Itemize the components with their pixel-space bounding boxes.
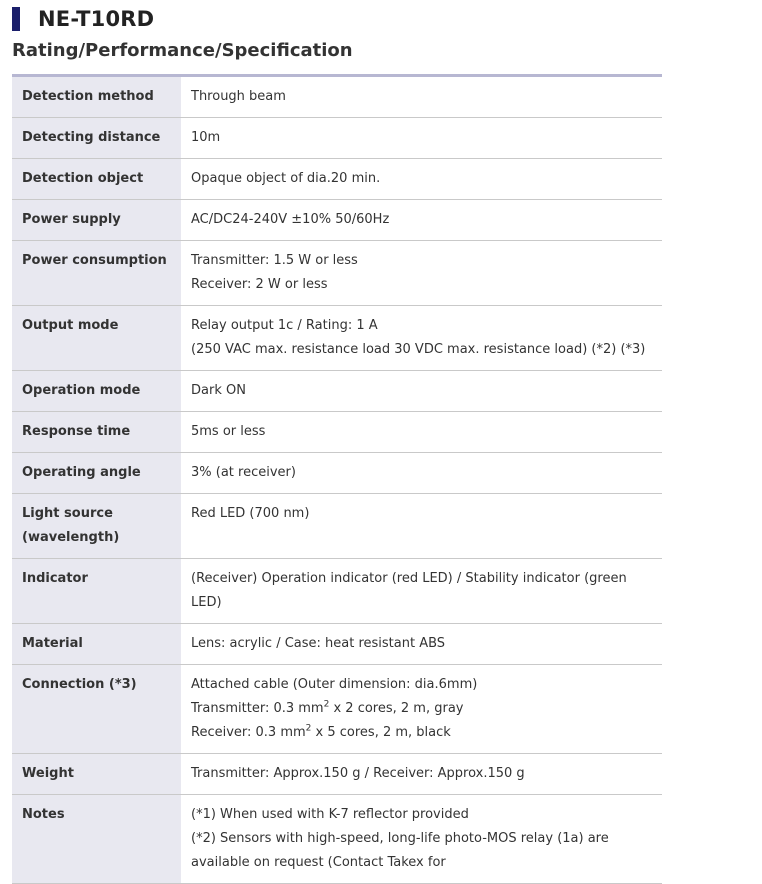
spec-row [12,159,662,200]
spec-label: Indicator [12,559,181,624]
spec-value-line: (250 VAC max. resistance load 30 VDC max. resistance load) (*2) (*3) [191,342,646,357]
spec-row [12,453,662,494]
spec-value-line: Transmitter: Approx.150 g / Receiver: Approx.150 g [191,766,525,781]
spec-value [181,412,662,453]
text-part: Receiver: 0.3 mm [191,725,306,740]
product-title-text: NE-T10RD [38,7,155,31]
spec-label: Detection method [12,77,181,118]
spec-label: Power consumption [12,241,181,306]
spec-value-line [191,673,650,697]
spec-label: Operation mode [12,371,181,412]
spec-value-line: Lens: acrylic / Case: heat resistant ABS [191,636,446,651]
spec-label: Power supply [12,200,181,241]
spec-row [12,241,662,306]
spec-value [181,306,662,371]
spec-label: Notes [12,795,181,884]
spec-label: Material [12,624,181,665]
spec-label: Detection object [12,159,181,200]
spec-value-line: Through beam [191,89,286,104]
spec-value-line: 5ms or less [191,424,266,439]
text-part: x 2 cores, 2 m, gray [329,701,464,716]
spec-row [12,306,662,371]
superscript: 2 [305,723,312,734]
product-title [12,4,154,34]
spec-value-line: (*2) Sensors with high-speed, long-life photo-MOS relay (1a) are available on request (Contact Takex for [191,831,609,870]
text-part: x 5 cores, 2 m, black [311,725,451,740]
spec-value [181,665,662,754]
spec-value-line: (Receiver) Operation indicator (red LED) / Stability indicator (green LED) [191,571,627,610]
spec-value-line: AC/DC24-240V ±10% 50/60Hz [191,212,390,227]
spec-value [181,241,662,306]
spec-value [181,159,662,200]
spec-row [12,624,662,665]
spec-row [12,371,662,412]
spec-value-line: Transmitter: 1.5 W or less [191,253,358,268]
spec-row [12,200,662,241]
spec-value [181,77,662,118]
section-heading: Rating/Performance/Specification [12,40,353,61]
spec-value-line: Receiver: 2 W or less [191,277,328,292]
spec-value-line: 3% (at receiver) [191,465,296,480]
spec-label: Connection (*3) [12,665,181,754]
title-bar-mark [12,7,20,31]
text-part: Attached cable (Outer dimension: dia.6mm) [191,677,478,692]
spec-value [181,118,662,159]
spec-value [181,494,662,559]
spec-row [12,795,662,884]
spec-label: Response time [12,412,181,453]
spec-label: Light source (wavelength) [12,494,181,559]
spec-row [12,754,662,795]
spec-label: Output mode [12,306,181,371]
spec-row [12,77,662,118]
spec-label: Weight [12,754,181,795]
spec-value-line: Relay output 1c / Rating: 1 A [191,318,378,333]
spec-row [12,494,662,559]
spec-table [12,77,662,884]
text-part: Transmitter: 0.3 mm [191,701,324,716]
spec-value-line: Opaque object of dia.20 min. [191,171,381,186]
spec-value [181,200,662,241]
spec-value-line [191,721,650,745]
spec-table-body [12,77,662,884]
spec-label: Detecting distance [12,118,181,159]
spec-value [181,371,662,412]
spec-value-line: Red LED (700 nm) [191,506,310,521]
spec-value-line [191,697,650,721]
spec-label: Operating angle [12,453,181,494]
spec-row [12,559,662,624]
spec-value [181,453,662,494]
spec-row [12,118,662,159]
spec-row [12,665,662,754]
spec-value-line: 10m [191,130,221,145]
superscript: 2 [323,699,330,710]
spec-row [12,412,662,453]
spec-value [181,624,662,665]
spec-value-line: (*1) When used with K-7 reflector provided [191,807,469,822]
spec-value [181,559,662,624]
spec-value-line: Dark ON [191,383,246,398]
spec-value [181,795,662,884]
spec-value [181,754,662,795]
